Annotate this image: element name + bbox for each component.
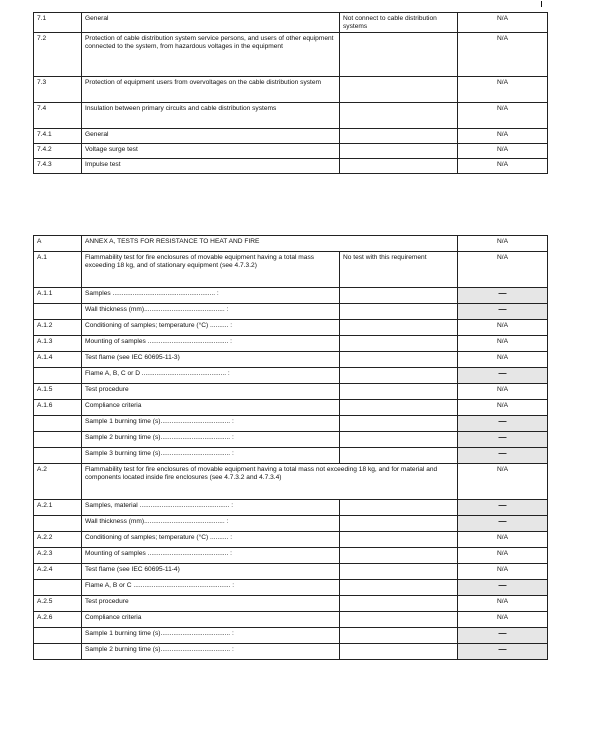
verdict: — [458, 448, 548, 464]
clause-number: 7.4.2 [34, 144, 82, 159]
requirement-text: Wall thickness (mm)............................................ : [82, 516, 340, 532]
table-row [34, 144, 548, 159]
requirement-text: Conditioning of samples; temperature (°C) .......... : [82, 532, 340, 548]
requirement-text: Mounting of samples ............................................ : [82, 548, 340, 564]
result-remark [340, 288, 458, 304]
verdict: — [458, 288, 548, 304]
verdict: — [458, 580, 548, 596]
result-remark [340, 564, 458, 580]
verdict: N/A [458, 548, 548, 564]
clause-number: A.1.4 [34, 352, 82, 368]
result-remark [340, 33, 458, 77]
requirement-text: Samples ........................................................ : [82, 288, 340, 304]
table-row [34, 628, 548, 644]
verdict: — [458, 416, 548, 432]
result-remark [340, 368, 458, 384]
table-row [34, 464, 548, 500]
clause-number [34, 448, 82, 464]
requirement-text: Compliance criteria [82, 612, 340, 628]
verdict: N/A [458, 400, 548, 416]
verdict: — [458, 368, 548, 384]
table-row [34, 448, 548, 464]
result-remark [340, 580, 458, 596]
result-remark [340, 384, 458, 400]
requirement-text: Samples, material ................................................. : [82, 500, 340, 516]
result-remark [340, 516, 458, 532]
requirement-text: Sample 3 burning time (s)...................................... : [82, 448, 340, 464]
requirement-text: Insulation between primary circuits and cable distribution systems [82, 103, 340, 129]
result-remark [340, 596, 458, 612]
requirement-text: General [82, 129, 340, 144]
table-row [34, 400, 548, 416]
table-row [34, 416, 548, 432]
clause-number: A.2.1 [34, 500, 82, 516]
clause-number: 7.3 [34, 77, 82, 103]
table-row [34, 320, 548, 336]
clause-number: 7.2 [34, 33, 82, 77]
table-row [34, 77, 548, 103]
requirement-text: Voltage surge test [82, 144, 340, 159]
clause-number: A.1.6 [34, 400, 82, 416]
clause-number: 7.4.3 [34, 159, 82, 174]
result-remark [340, 129, 458, 144]
table-row [34, 159, 548, 174]
clause-number: A.2.2 [34, 532, 82, 548]
verdict: N/A [458, 612, 548, 628]
verdict: — [458, 516, 548, 532]
requirement-text: Flame A, B or C ..................................................... : [82, 580, 340, 596]
requirement-text: Test procedure [82, 384, 340, 400]
clause-number: A.2.3 [34, 548, 82, 564]
requirement-text: Sample 1 burning time (s)...................................... : [82, 416, 340, 432]
table-row [34, 252, 548, 288]
verdict: N/A [458, 532, 548, 548]
clause-number: 7.4 [34, 103, 82, 129]
clause-number: A.2.4 [34, 564, 82, 580]
verdict: N/A [458, 103, 548, 129]
annex-a-table [33, 235, 548, 660]
verdict: N/A [458, 336, 548, 352]
verdict: N/A [458, 252, 548, 288]
table-row [34, 580, 548, 596]
requirement-text: Flammability test for fire enclosures of movable equipment having a total mass not exceeding 18 kg, and for material and components located inside fire enclosures (see 4.7.3.2 and 4.7.3.4) [82, 464, 458, 500]
table-row [34, 384, 548, 400]
clause-number [34, 644, 82, 660]
clause-number [34, 628, 82, 644]
annex-title: ANNEX A, TESTS FOR RESISTANCE TO HEAT AND FIRE [82, 236, 458, 252]
result-remark [340, 103, 458, 129]
requirement-text: Test flame (see IEC 60695-11-4) [82, 564, 340, 580]
table-row [34, 33, 548, 77]
verdict: — [458, 644, 548, 660]
verdict: N/A [458, 33, 548, 77]
result-remark [340, 432, 458, 448]
table-row [34, 368, 548, 384]
clause-number [34, 416, 82, 432]
requirement-text: Sample 2 burning time (s)...................................... : [82, 432, 340, 448]
clause-number: A.2.6 [34, 612, 82, 628]
clause-number: A.1.3 [34, 336, 82, 352]
verdict: — [458, 432, 548, 448]
cable-distribution-table [33, 12, 548, 174]
verdict: N/A [458, 236, 548, 252]
clause-number [34, 304, 82, 320]
requirement-text: General [82, 13, 340, 33]
verdict: — [458, 628, 548, 644]
verdict: N/A [458, 77, 548, 103]
requirement-text: Compliance criteria [82, 400, 340, 416]
requirement-text: Mounting of samples ............................................ : [82, 336, 340, 352]
result-remark [340, 159, 458, 174]
clause-number [34, 516, 82, 532]
clause-number: 7.1 [34, 13, 82, 33]
result-remark [340, 320, 458, 336]
table-row [34, 516, 548, 532]
requirement-text: Wall thickness (mm)............................................ : [82, 304, 340, 320]
requirement-text: Protection of cable distribution system service persons, and users of other equipment connected to the system, from hazardous voltages in the equipment [82, 33, 340, 77]
verdict: N/A [458, 129, 548, 144]
table-row [34, 129, 548, 144]
table-row [34, 548, 548, 564]
clause-number: A.1 [34, 252, 82, 288]
table-row [34, 564, 548, 580]
verdict: N/A [458, 596, 548, 612]
result-remark [340, 144, 458, 159]
requirement-text: Impulse test [82, 159, 340, 174]
result-remark [340, 336, 458, 352]
result-remark [340, 448, 458, 464]
requirement-text: Flame A, B, C or D .............................................. : [82, 368, 340, 384]
result-remark [340, 628, 458, 644]
table-row [34, 13, 548, 33]
verdict: N/A [458, 464, 548, 500]
verdict: — [458, 500, 548, 516]
verdict: N/A [458, 144, 548, 159]
clause-number [34, 580, 82, 596]
requirement-text: Test flame (see IEC 60695-11-3) [82, 352, 340, 368]
annex-header-row [34, 236, 548, 252]
requirement-text: Test procedure [82, 596, 340, 612]
clause-number [34, 432, 82, 448]
clause-number: A [34, 236, 82, 252]
result-remark [340, 548, 458, 564]
result-remark [340, 400, 458, 416]
clause-number [34, 368, 82, 384]
result-remark [340, 352, 458, 368]
result-remark [340, 304, 458, 320]
result-remark [340, 500, 458, 516]
requirement-text: Conditioning of samples; temperature (°C) .......... : [82, 320, 340, 336]
result-remark [340, 612, 458, 628]
verdict: N/A [458, 384, 548, 400]
table-row [34, 304, 548, 320]
table-row [34, 288, 548, 304]
clause-number: A.1.2 [34, 320, 82, 336]
verdict: — [458, 304, 548, 320]
requirement-text: Sample 2 burning time (s)...................................... : [82, 644, 340, 660]
clause-number: A.2 [34, 464, 82, 500]
page-corner-mark [537, 1, 542, 7]
table-row [34, 500, 548, 516]
table-row [34, 612, 548, 628]
result-remark [340, 644, 458, 660]
table-row [34, 432, 548, 448]
clause-number: 7.4.1 [34, 129, 82, 144]
result-remark [340, 416, 458, 432]
table-row [34, 103, 548, 129]
table-row [34, 532, 548, 548]
clause-number: A.2.5 [34, 596, 82, 612]
verdict: N/A [458, 320, 548, 336]
clause-number: A.1.1 [34, 288, 82, 304]
table-row [34, 596, 548, 612]
requirement-text: Flammability test for fire enclosures of movable equipment having a total mass exceeding 18 kg, and of stationary equipment (see 4.7.3.2) [82, 252, 340, 288]
verdict: N/A [458, 159, 548, 174]
requirement-text: Protection of equipment users from overvoltages on the cable distribution system [82, 77, 340, 103]
verdict: N/A [458, 13, 548, 33]
result-remark [340, 77, 458, 103]
requirement-text: Sample 1 burning time (s)...................................... : [82, 628, 340, 644]
clause-number: A.1.5 [34, 384, 82, 400]
result-remark: No test with this requirement [340, 252, 458, 288]
result-remark [340, 532, 458, 548]
table-row [34, 352, 548, 368]
result-remark: Not connect to cable distribution systems [340, 13, 458, 33]
table-row [34, 644, 548, 660]
verdict: N/A [458, 352, 548, 368]
table-row [34, 336, 548, 352]
verdict: N/A [458, 564, 548, 580]
